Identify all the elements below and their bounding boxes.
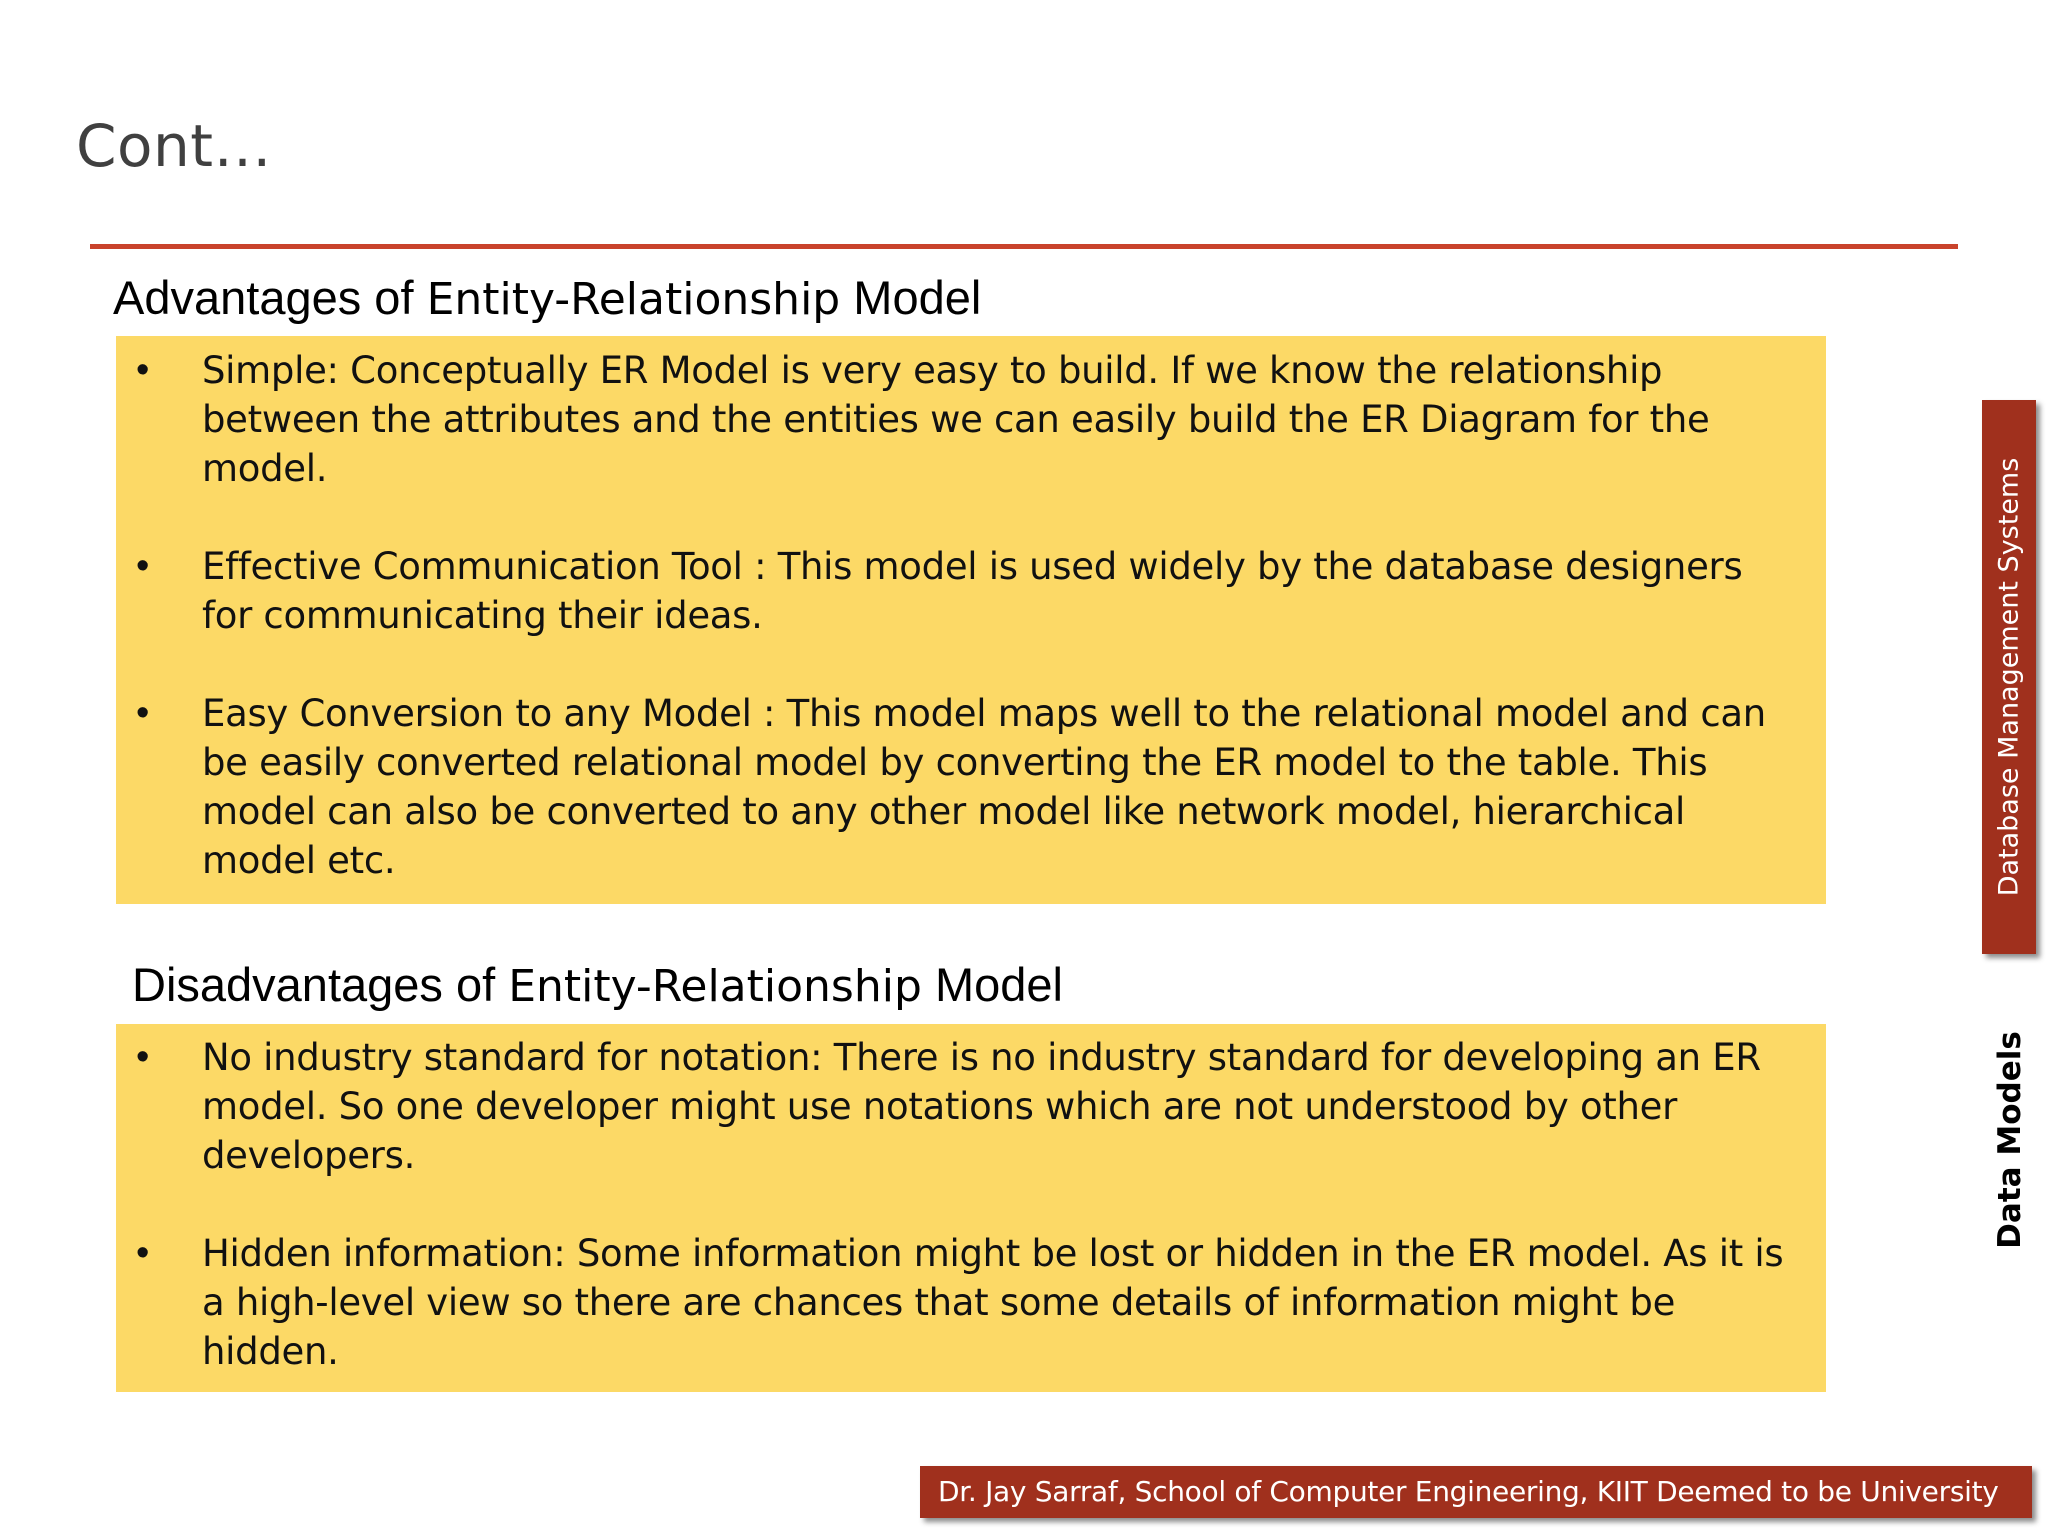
disadvantage-text-hidden: Hidden information: Some information might be lost or hidden in the ER model. As it is a high-level view so there are chances that some details of information might be hidden. (202, 1232, 1784, 1373)
advantages-heading-pre: Advantages of (113, 271, 427, 324)
footer-bar (920, 1466, 2032, 1518)
bullet-icon: • (136, 1232, 150, 1274)
title-rule (90, 244, 1958, 249)
side-tab-label: Database Management Systems (1993, 457, 2025, 897)
advantage-text-communication: Effective Communication Tool : This model is used widely by the database designers for communicating their ideas. (202, 545, 1743, 637)
section-label: Data Models (1992, 1031, 2028, 1249)
advantages-heading (113, 270, 981, 325)
advantages-heading-mid: Entity-Relationship (426, 274, 841, 325)
footer-text: Dr. Jay Sarraf, School of Computer Engineering, KIIT Deemed to be University (938, 1475, 1999, 1508)
disadvantage-text-notation: No industry standard for notation: There is no industry standard for developing an ER model. So one developer might use notations which are not understood by other developers. (202, 1036, 1761, 1177)
bullet-icon: • (136, 545, 150, 587)
disadvantages-heading-pre: Disadvantages of (132, 958, 509, 1011)
advantages-box (116, 336, 1826, 904)
disadvantages-heading-post: Model (921, 958, 1063, 1011)
disadvantages-heading-mid: Entity-Relationship (508, 961, 922, 1012)
side-tab (1982, 400, 2036, 954)
disadvantages-box (116, 1024, 1826, 1392)
advantage-text-simple: Simple: Conceptually ER Model is very easy to build. If we know the relationship between the attributes and the entities we can easily build the ER Diagram for the model. (202, 349, 1710, 490)
disadvantages-heading (132, 957, 1063, 1012)
bullet-icon: • (136, 349, 150, 391)
bullet-icon: • (136, 692, 150, 734)
bullet-icon: • (136, 1036, 150, 1078)
advantages-heading-post: Model (840, 271, 982, 324)
slide-title: Cont… (76, 112, 272, 180)
advantage-text-conversion: Easy Conversion to any Model : This model maps well to the relational model and can be easily converted relational model by converting the ER model to the table. This model can also be converted to any other model like network model, hierarchical model etc. (202, 692, 1766, 882)
